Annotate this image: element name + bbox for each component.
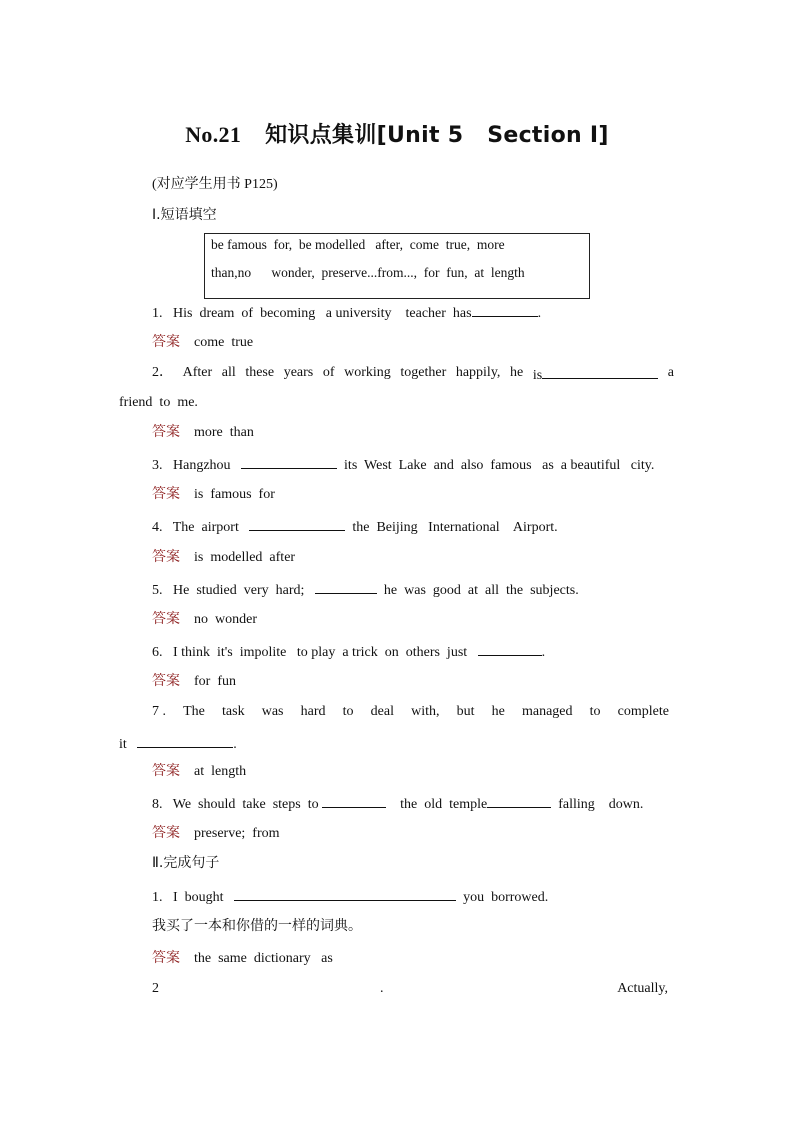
question-1	[152, 302, 541, 323]
question-4	[152, 516, 558, 537]
sentence-1-blank[interactable]	[234, 886, 456, 901]
source-note: (对应学生用书 P125)	[152, 177, 278, 192]
q7-word: 7 .	[152, 704, 166, 719]
question-3-blank[interactable]	[241, 454, 337, 469]
question-4-pre: 4. The airport	[152, 520, 239, 535]
answer-7-text: at length	[194, 764, 247, 779]
sentence-1	[152, 886, 548, 907]
q7-word: was	[261, 704, 284, 719]
answer-2-text: more than	[194, 425, 254, 440]
answer-2	[152, 423, 254, 442]
q2-word: these	[245, 365, 275, 380]
question-5-pre: 5. He studied very hard;	[152, 583, 305, 598]
question-8-blank-2[interactable]	[487, 793, 551, 808]
q2-word: happily,	[455, 365, 501, 380]
answer-1	[152, 333, 253, 352]
question-4-blank[interactable]	[249, 516, 345, 531]
question-3-post: its West Lake and also famous as a beautiful city.	[344, 458, 655, 473]
phrase-box-line2: than,no wonder, preserve...from..., for fun, at length	[211, 265, 525, 280]
q7-word: but	[456, 704, 475, 719]
answer-8-text: preserve; from	[194, 826, 280, 841]
answer-label: 答案	[152, 549, 180, 565]
q2-word-is-blank: is	[533, 364, 658, 385]
question-7	[152, 703, 669, 721]
question-8-pre: 8. We should take steps to	[152, 797, 319, 812]
section1-heading: Ⅰ.短语填空	[152, 207, 217, 223]
question-4-post: the Beijing International Airport.	[352, 520, 558, 535]
phrase-box	[204, 233, 590, 299]
q7-word: The	[183, 704, 205, 719]
question-6	[152, 641, 545, 662]
answer-label: 答案	[152, 424, 180, 440]
question-8-post: falling down.	[558, 797, 644, 812]
answer-label: 答案	[152, 950, 180, 966]
q7-word: he	[491, 704, 505, 719]
answer-label: 答案	[152, 673, 180, 689]
question-6-pre: 6. I think it's impolite to play a trick on others just	[152, 645, 468, 660]
answer-s1	[152, 949, 333, 968]
answer-4	[152, 548, 295, 567]
q2-word: of	[322, 365, 335, 380]
sentence-2-dot: .	[380, 981, 384, 996]
question-5-blank[interactable]	[315, 579, 377, 594]
q2-word: working	[344, 365, 391, 380]
q7-word: managed	[521, 704, 573, 719]
answer-label: 答案	[152, 763, 180, 779]
title-unit: Unit 5 Section Ⅰ]	[386, 123, 609, 148]
question-1-blank[interactable]	[472, 302, 538, 317]
question-7-continued	[119, 733, 237, 754]
q2-word: he	[510, 365, 524, 380]
q7-word: deal	[370, 704, 394, 719]
question-2-blank[interactable]	[542, 364, 658, 379]
q7-word: hard	[300, 704, 326, 719]
question-1-end: .	[537, 306, 542, 321]
sentence-2-number: 2	[152, 981, 159, 996]
q2-word: years	[283, 365, 314, 380]
question-6-blank[interactable]	[478, 641, 542, 656]
answer-1-text: come true	[194, 335, 254, 350]
answer-label: 答案	[152, 334, 180, 350]
question-7-blank[interactable]	[137, 733, 233, 748]
answer-6-text: for fun	[194, 674, 236, 689]
answer-4-text: is modelled after	[194, 550, 296, 565]
question-5	[152, 579, 579, 600]
title-number: No.21	[185, 122, 242, 147]
question-7-cont: it	[119, 737, 127, 752]
question-7-end: .	[233, 737, 237, 752]
answer-7	[152, 762, 246, 781]
sentence-1-post: you borrowed.	[463, 890, 549, 905]
sentence-2-tail: Actually,	[617, 981, 668, 996]
q2-word: a	[667, 365, 674, 380]
answer-s1-text: the same dictionary as	[194, 951, 333, 966]
page-title	[0, 118, 794, 149]
question-8	[152, 793, 643, 814]
section2-heading: Ⅱ.完成句子	[152, 855, 220, 871]
question-8-mid: the old temple	[400, 797, 488, 812]
answer-3-text: is famous for	[194, 487, 275, 502]
answer-3	[152, 485, 275, 504]
q7-word: with,	[411, 704, 440, 719]
question-2-continued: friend to me.	[119, 395, 198, 410]
answer-label: 答案	[152, 611, 180, 627]
phrase-box-line1: be famous for, be modelled after, come true, more	[211, 237, 505, 252]
title-chinese: 知识点集训[	[265, 123, 387, 148]
q2-word: together	[400, 365, 447, 380]
question-3-pre: 3. Hangzhou	[152, 458, 231, 473]
answer-5-text: no wonder	[194, 612, 257, 627]
sentence-1-pre: 1. I bought	[152, 890, 224, 905]
question-2	[152, 364, 674, 385]
question-3	[152, 454, 654, 475]
answer-label: 答案	[152, 825, 180, 841]
q2-word: 2．	[152, 365, 173, 380]
q7-word: task	[222, 704, 245, 719]
q7-word: to	[342, 704, 354, 719]
question-6-end: .	[541, 645, 546, 660]
q7-word: to	[589, 704, 601, 719]
answer-6	[152, 672, 236, 691]
answer-label: 答案	[152, 486, 180, 502]
sentence-1-chinese: 我买了一本和你借的一样的词典。	[152, 918, 362, 934]
q7-word: complete	[617, 704, 669, 719]
q2-word: After	[182, 365, 213, 380]
question-1-text: 1. His dream of becoming a university teacher has	[152, 306, 472, 321]
q2-word: all	[221, 365, 236, 380]
question-8-blank-1[interactable]	[322, 793, 386, 808]
question-5-post: he was good at all the subjects.	[383, 583, 579, 598]
answer-8	[152, 824, 280, 843]
answer-5	[152, 610, 257, 629]
